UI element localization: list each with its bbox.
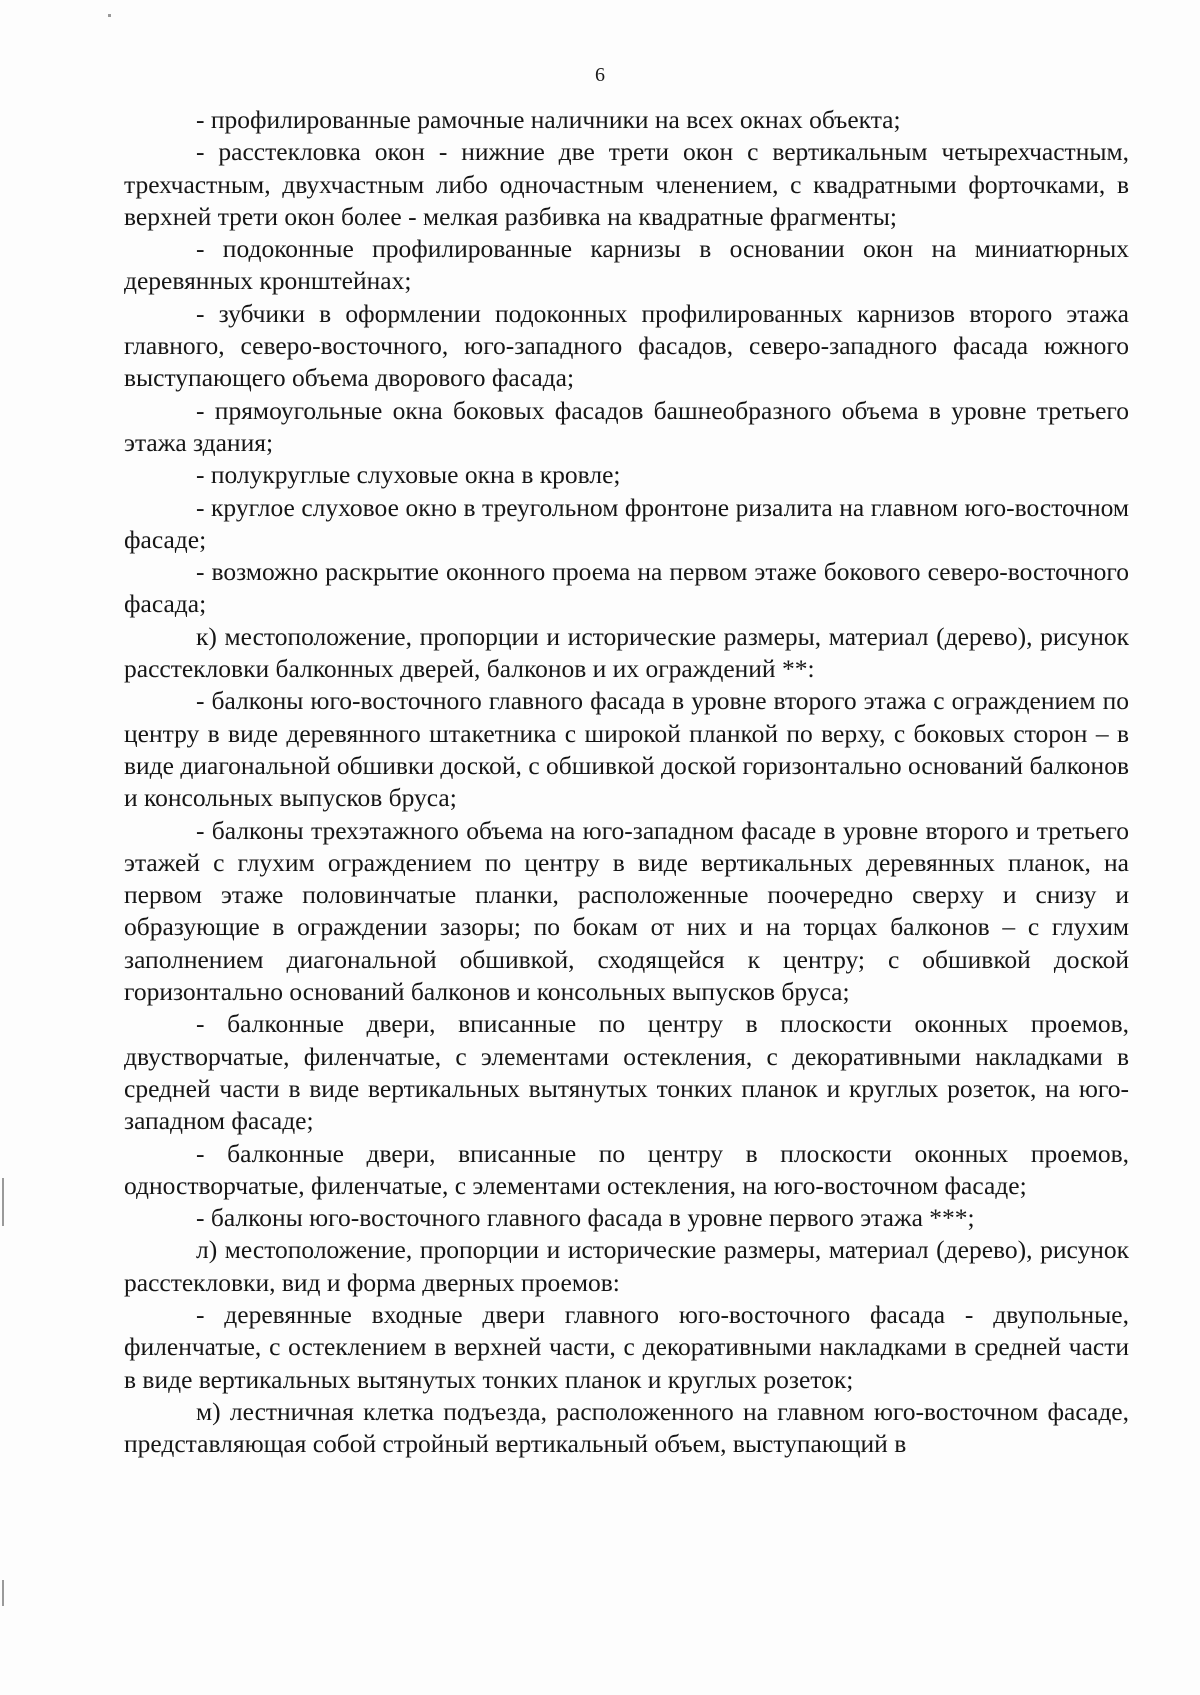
paragraph: - профилированные рамочные наличники на всех окнах объекта; bbox=[196, 105, 901, 134]
paragraph: - возможно раскрытие оконного проема на первом этаже бокового северо-восточного фасада; bbox=[124, 557, 1129, 619]
paragraph: - балконы юго-восточного главного фасада в уровне первого этажа ***; bbox=[196, 1203, 975, 1233]
page-number: 6 bbox=[595, 64, 605, 86]
scan-mark-left-lower bbox=[2, 1580, 4, 1606]
document-body bbox=[124, 104, 1129, 1460]
paragraph: - круглое слуховое окно в треугольном фронтоне ризалита на главном юго-восточном фасаде; bbox=[124, 492, 1129, 554]
paragraph: - деревянные входные двери главного юго-восточного фасада - двупольные, филенчатые, с остеклением в верхней части, с декоративными накладками в средней части в виде вертикальных вытянутых тонких планок и круглых розеток; bbox=[124, 1299, 1129, 1394]
paragraph: - балконы трехэтажного объема на юго-западном фасаде в уровне второго и третьего этажей с глухим ограждением по центру в виде вертикальных деревянных планок, на первом этаже половинчатые планки, расположенные поочередно сверху и снизу и образующие в ограждении зазоры; по бокам от них и на торцах балконов – с глухим заполнением диагональной обшивкой, сходящейся к центру; с обшивкой доской горизонтально оснований балконов и консольных выпусков бруса; bbox=[124, 815, 1129, 1007]
paragraph: - балконные двери, вписанные по центру в плоскости оконных проемов, двустворчатые, филенчатые, с элементами остекления, с декоративными накладками в средней части в виде вертикальных вытянутых тонких планок и круглых розеток, на юго-западном фасаде; bbox=[124, 1009, 1129, 1136]
paragraph: л) местоположение, пропорции и исторические размеры, материал (дерево), рисунок расстекловки, вид и форма дверных проемов: bbox=[124, 1235, 1129, 1297]
paragraph: - подоконные профилированные карнизы в основании окон на миниатюрных деревянных кронштейнах; bbox=[124, 234, 1129, 296]
paragraph: к) местоположение, пропорции и исторические размеры, материал (дерево), рисунок расстекловки балконных дверей, балконов и их ограждений **: bbox=[124, 621, 1129, 684]
paragraph: - балконы юго-восточного главного фасада в уровне второго этажа с ограждением по центру в виде деревянного штакетника с широкой планкой по верху, с боковых сторон – в виде диагональной обшивки доской, с обшивкой доской горизонтально оснований балконов и консольных выпусков бруса; bbox=[124, 686, 1129, 813]
scan-mark-top bbox=[108, 14, 111, 17]
paragraph: - зубчики в оформлении подоконных профилированных карнизов второго этажа главного, северо-восточного, юго-западного фасадов, северо-западного фасада южного выступающего объема дворового фасада; bbox=[124, 298, 1129, 393]
paragraph: - прямоугольные окна боковых фасадов башнеобразного объема в уровне третьего этажа здания; bbox=[124, 395, 1129, 457]
paragraph: м) лестничная клетка подъезда, расположенного на главном юго-восточном фасаде, представляющая собой стройный вертикальный объем, выступающий в bbox=[124, 1396, 1129, 1459]
paragraph: - полукруглые слуховые окна в кровле; bbox=[196, 460, 621, 490]
paragraph: - расстекловка окон - нижние две трети окон с вертикальным четырехчастным, трехчастным, двухчастным либо одночастным членением, с квадратными форточками, в верхней трети окон более - мелкая разбивка на квадратные фрагменты; bbox=[124, 137, 1129, 231]
scan-mark-left bbox=[2, 1178, 4, 1226]
paragraph: - балконные двери, вписанные по центру в плоскости оконных проемов, одностворчатые, филенчатые, с элементами остекления, на юго-восточном фасаде; bbox=[124, 1138, 1129, 1200]
